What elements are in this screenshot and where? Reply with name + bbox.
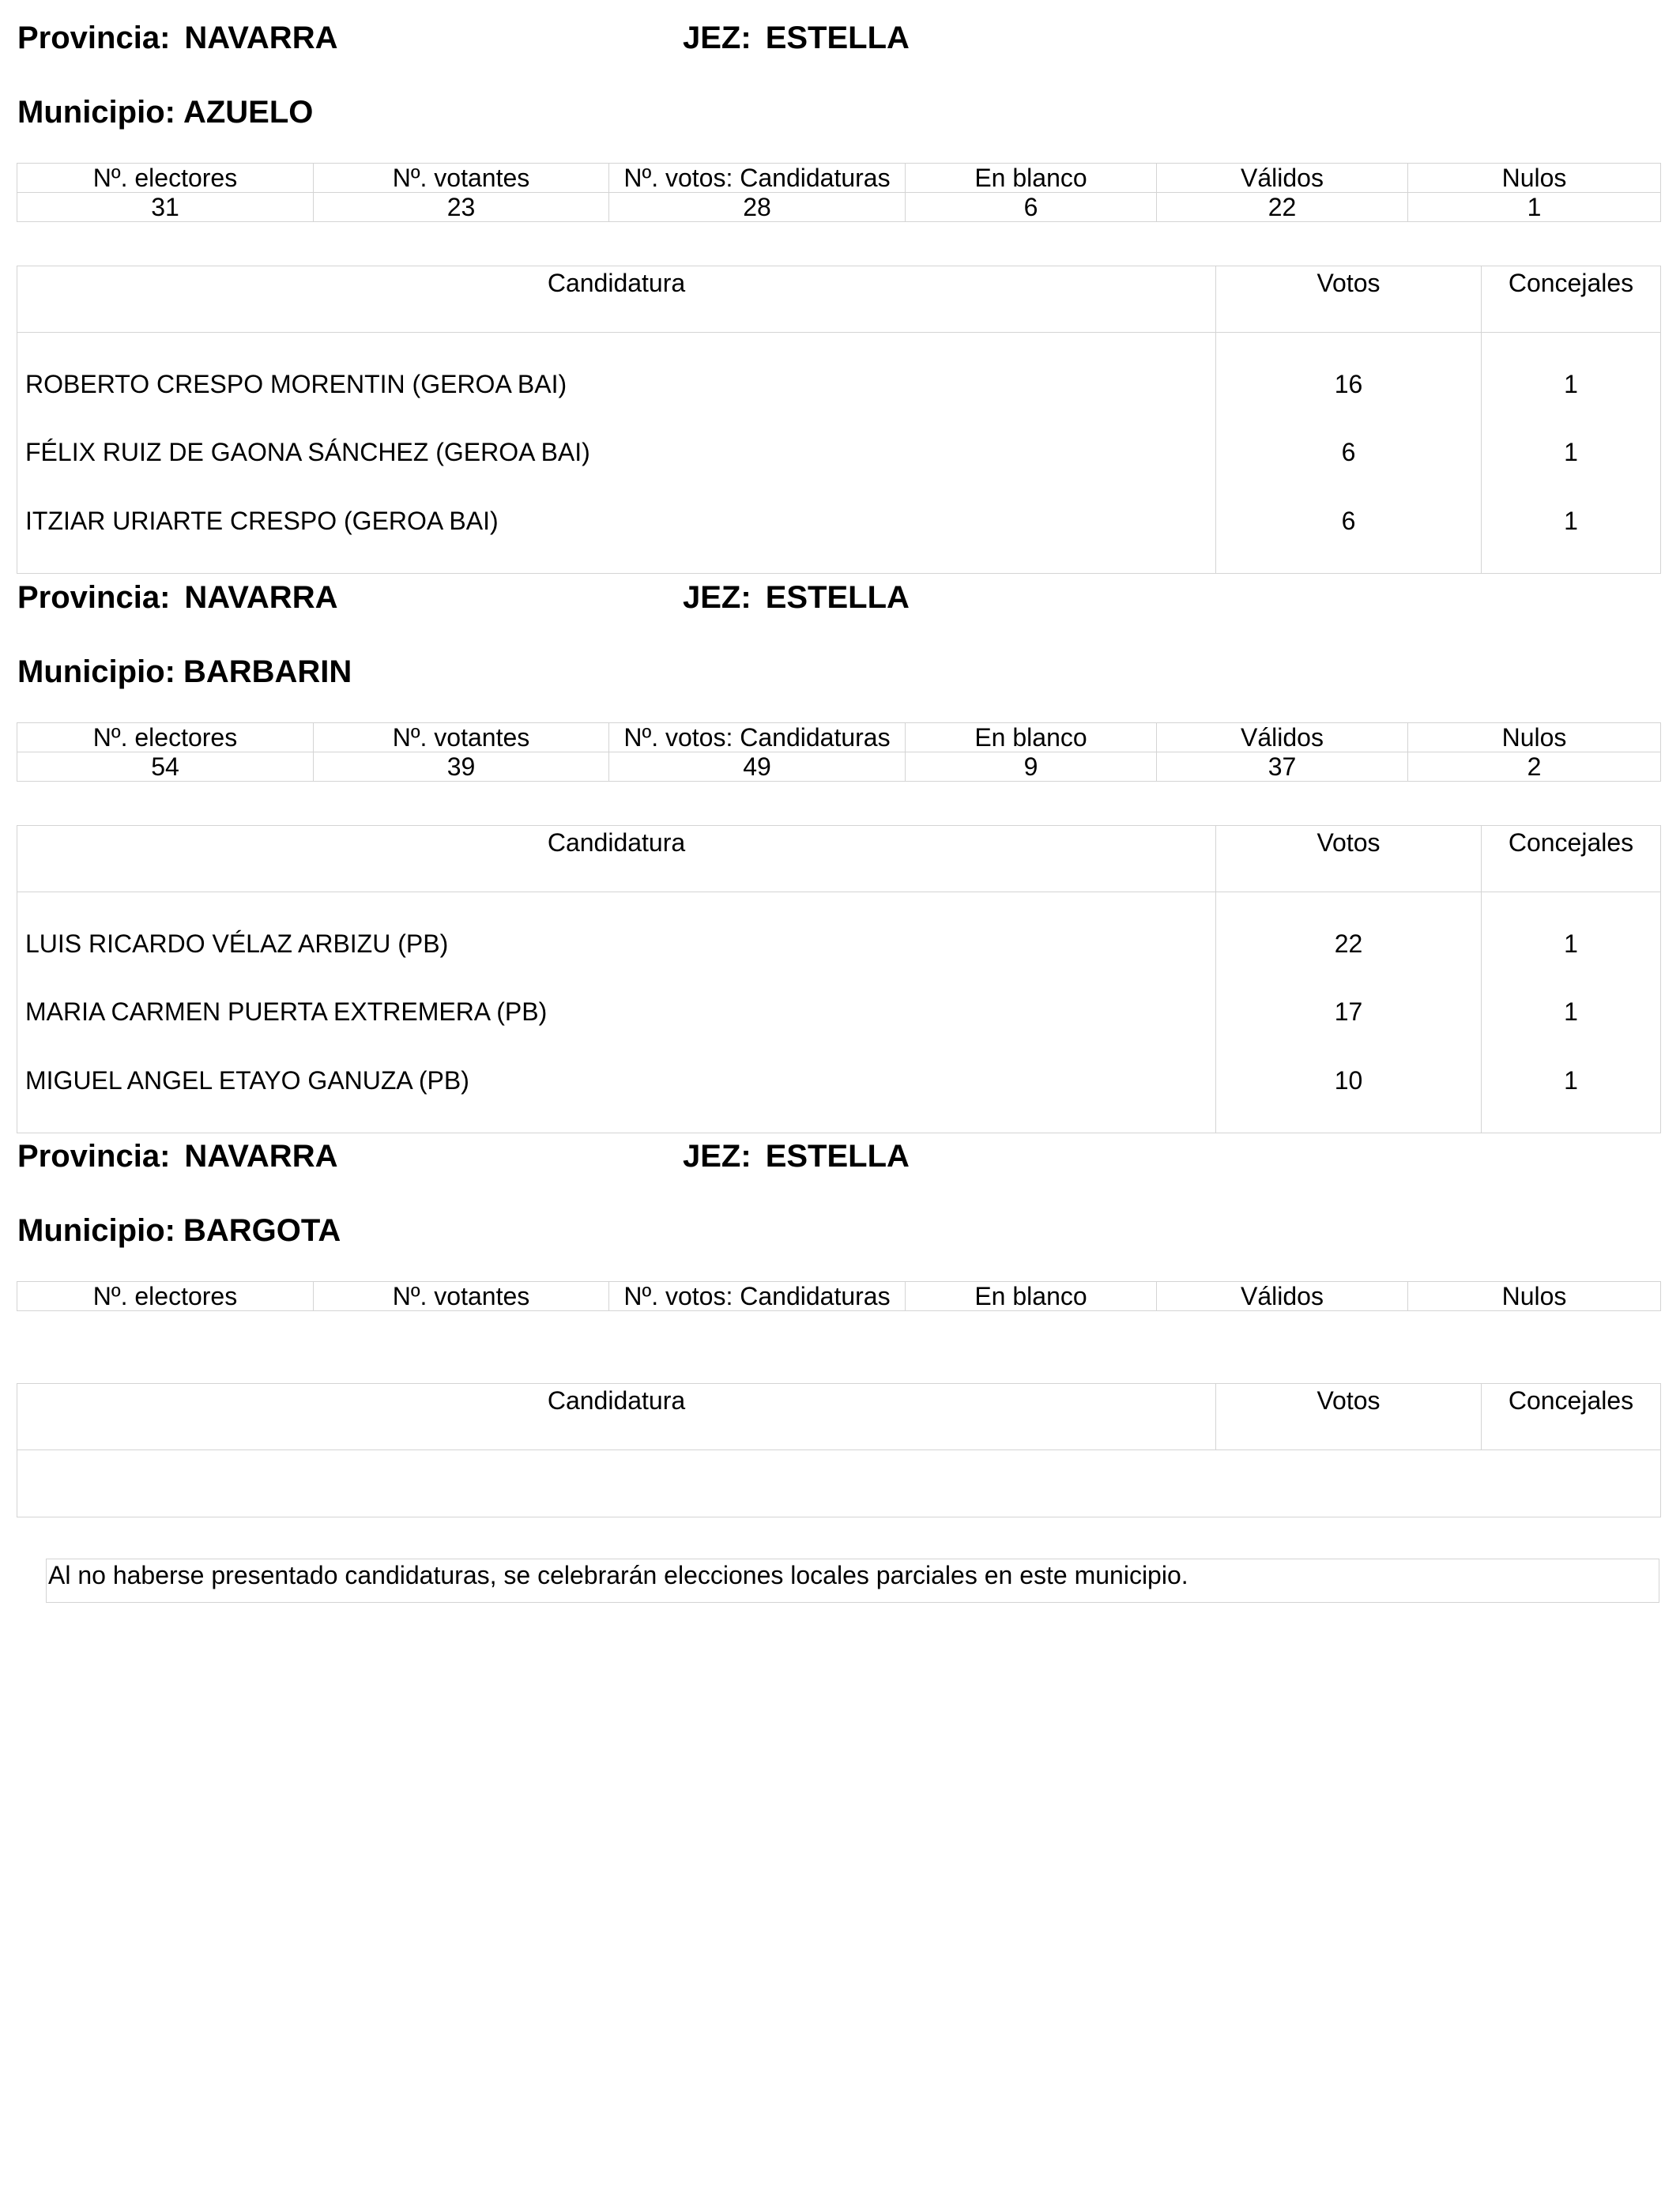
provincia-label: Provincia: (17, 580, 171, 615)
candidates-header-row (17, 826, 1661, 892)
jez-value: ESTELLA (765, 1139, 910, 1174)
candidate-concejales: 1 (1482, 486, 1661, 574)
jez-label: JEZ: (683, 580, 751, 615)
header-votos: Votos (1216, 266, 1482, 333)
header-candidatura: Candidatura (17, 266, 1216, 333)
candidates-header-row (17, 1384, 1661, 1450)
candidate-concejales: 1 (1482, 1046, 1661, 1133)
jez-value: ESTELLA (765, 21, 910, 55)
jez-heading (683, 579, 910, 616)
value-votantes: 39 (314, 752, 609, 782)
candidates-table (17, 266, 1661, 574)
stats-table (17, 722, 1661, 782)
value-nulos: 1 (1408, 193, 1661, 222)
candidate-row (17, 418, 1661, 486)
header-concejales: Concejales (1482, 1384, 1661, 1450)
jez-heading (683, 19, 910, 57)
empty-candidates-cell (17, 1450, 1661, 1517)
header-votantes: Nº. votantes (314, 1282, 609, 1311)
value-electores: 54 (17, 752, 314, 782)
header-votos: Votos (1216, 826, 1482, 892)
jez-label: JEZ: (683, 21, 751, 55)
candidate-votos: 10 (1216, 1046, 1482, 1133)
header-en-blanco: En blanco (906, 723, 1157, 752)
value-votos-candidaturas: 49 (609, 752, 906, 782)
header-candidatura: Candidatura (17, 1384, 1216, 1450)
value-nulos: 2 (1408, 752, 1661, 782)
jez-value: ESTELLA (765, 580, 910, 615)
candidate-name: ROBERTO CRESPO MORENTIN (GEROA BAI) (17, 333, 1216, 419)
header-concejales: Concejales (1482, 266, 1661, 333)
candidate-votos: 6 (1216, 486, 1482, 574)
provincia-label: Provincia: (17, 1139, 171, 1174)
candidate-concejales: 1 (1482, 333, 1661, 419)
municipio-value: BARGOTA (183, 1213, 341, 1248)
provincia-value: NAVARRA (184, 580, 338, 615)
header-validos: Válidos (1157, 1282, 1408, 1311)
no-candidates-note: Al no haberse presentado candidaturas, se celebrarán elecciones locales parciales en este municipio. (46, 1559, 1659, 1603)
header-votantes: Nº. votantes (314, 164, 609, 193)
header-nulos: Nulos (1408, 723, 1661, 752)
header-en-blanco: En blanco (906, 164, 1157, 193)
header-votantes: Nº. votantes (314, 723, 609, 752)
header-electores: Nº. electores (17, 723, 314, 752)
municipio-value: BARBARIN (183, 654, 352, 689)
candidate-row (17, 333, 1661, 419)
candidate-votos: 22 (1216, 892, 1482, 978)
candidate-name: ITZIAR URIARTE CRESPO (GEROA BAI) (17, 486, 1216, 574)
value-validos: 22 (1157, 193, 1408, 222)
stats-table (17, 163, 1661, 222)
provincia-value: NAVARRA (184, 21, 338, 55)
stats-header-row (17, 723, 1661, 752)
municipio-heading (17, 93, 313, 131)
municipio-label: Municipio: (17, 95, 175, 130)
header-votos: Votos (1216, 1384, 1482, 1450)
municipio-heading (17, 653, 352, 691)
value-en-blanco: 9 (906, 752, 1157, 782)
stats-header-row (17, 1282, 1661, 1311)
header-votos-candidaturas: Nº. votos: Candidaturas (609, 164, 906, 193)
header-nulos: Nulos (1408, 164, 1661, 193)
candidate-votos: 16 (1216, 333, 1482, 419)
header-nulos: Nulos (1408, 1282, 1661, 1311)
value-en-blanco: 6 (906, 193, 1157, 222)
provincia-heading (17, 579, 337, 616)
value-votos-candidaturas: 28 (609, 193, 906, 222)
value-votantes: 23 (314, 193, 609, 222)
stats-value-row (17, 752, 1661, 782)
header-validos: Válidos (1157, 723, 1408, 752)
candidate-row (17, 486, 1661, 574)
jez-label: JEZ: (683, 1139, 751, 1174)
candidate-votos: 17 (1216, 978, 1482, 1046)
jez-heading (683, 1137, 910, 1175)
municipio-label: Municipio: (17, 654, 175, 689)
provincia-heading (17, 1137, 337, 1175)
candidate-row (17, 978, 1661, 1046)
candidate-concejales: 1 (1482, 892, 1661, 978)
candidate-name: MIGUEL ANGEL ETAYO GANUZA (PB) (17, 1046, 1216, 1133)
header-votos-candidaturas: Nº. votos: Candidaturas (609, 1282, 906, 1311)
header-en-blanco: En blanco (906, 1282, 1157, 1311)
header-validos: Válidos (1157, 164, 1408, 193)
municipio-heading (17, 1212, 341, 1250)
candidate-concejales: 1 (1482, 978, 1661, 1046)
value-electores: 31 (17, 193, 314, 222)
candidate-row (17, 892, 1661, 978)
candidate-row (17, 1046, 1661, 1133)
candidate-name: FÉLIX RUIZ DE GAONA SÁNCHEZ (GEROA BAI) (17, 418, 1216, 486)
header-electores: Nº. electores (17, 164, 314, 193)
provincia-heading (17, 19, 337, 57)
municipio-value: AZUELO (183, 95, 314, 130)
candidates-table (17, 1383, 1661, 1517)
header-concejales: Concejales (1482, 826, 1661, 892)
candidates-header-row (17, 266, 1661, 333)
candidate-concejales: 1 (1482, 418, 1661, 486)
provincia-value: NAVARRA (184, 1139, 338, 1174)
candidate-name: MARIA CARMEN PUERTA EXTREMERA (PB) (17, 978, 1216, 1046)
stats-header-row (17, 164, 1661, 193)
candidate-name: LUIS RICARDO VÉLAZ ARBIZU (PB) (17, 892, 1216, 978)
candidate-votos: 6 (1216, 418, 1482, 486)
candidates-table (17, 825, 1661, 1133)
candidate-row-empty (17, 1450, 1661, 1517)
stats-value-row (17, 193, 1661, 222)
header-candidatura: Candidatura (17, 826, 1216, 892)
municipio-label: Municipio: (17, 1213, 175, 1248)
stats-table (17, 1281, 1661, 1311)
value-validos: 37 (1157, 752, 1408, 782)
header-votos-candidaturas: Nº. votos: Candidaturas (609, 723, 906, 752)
provincia-label: Provincia: (17, 21, 171, 55)
header-electores: Nº. electores (17, 1282, 314, 1311)
